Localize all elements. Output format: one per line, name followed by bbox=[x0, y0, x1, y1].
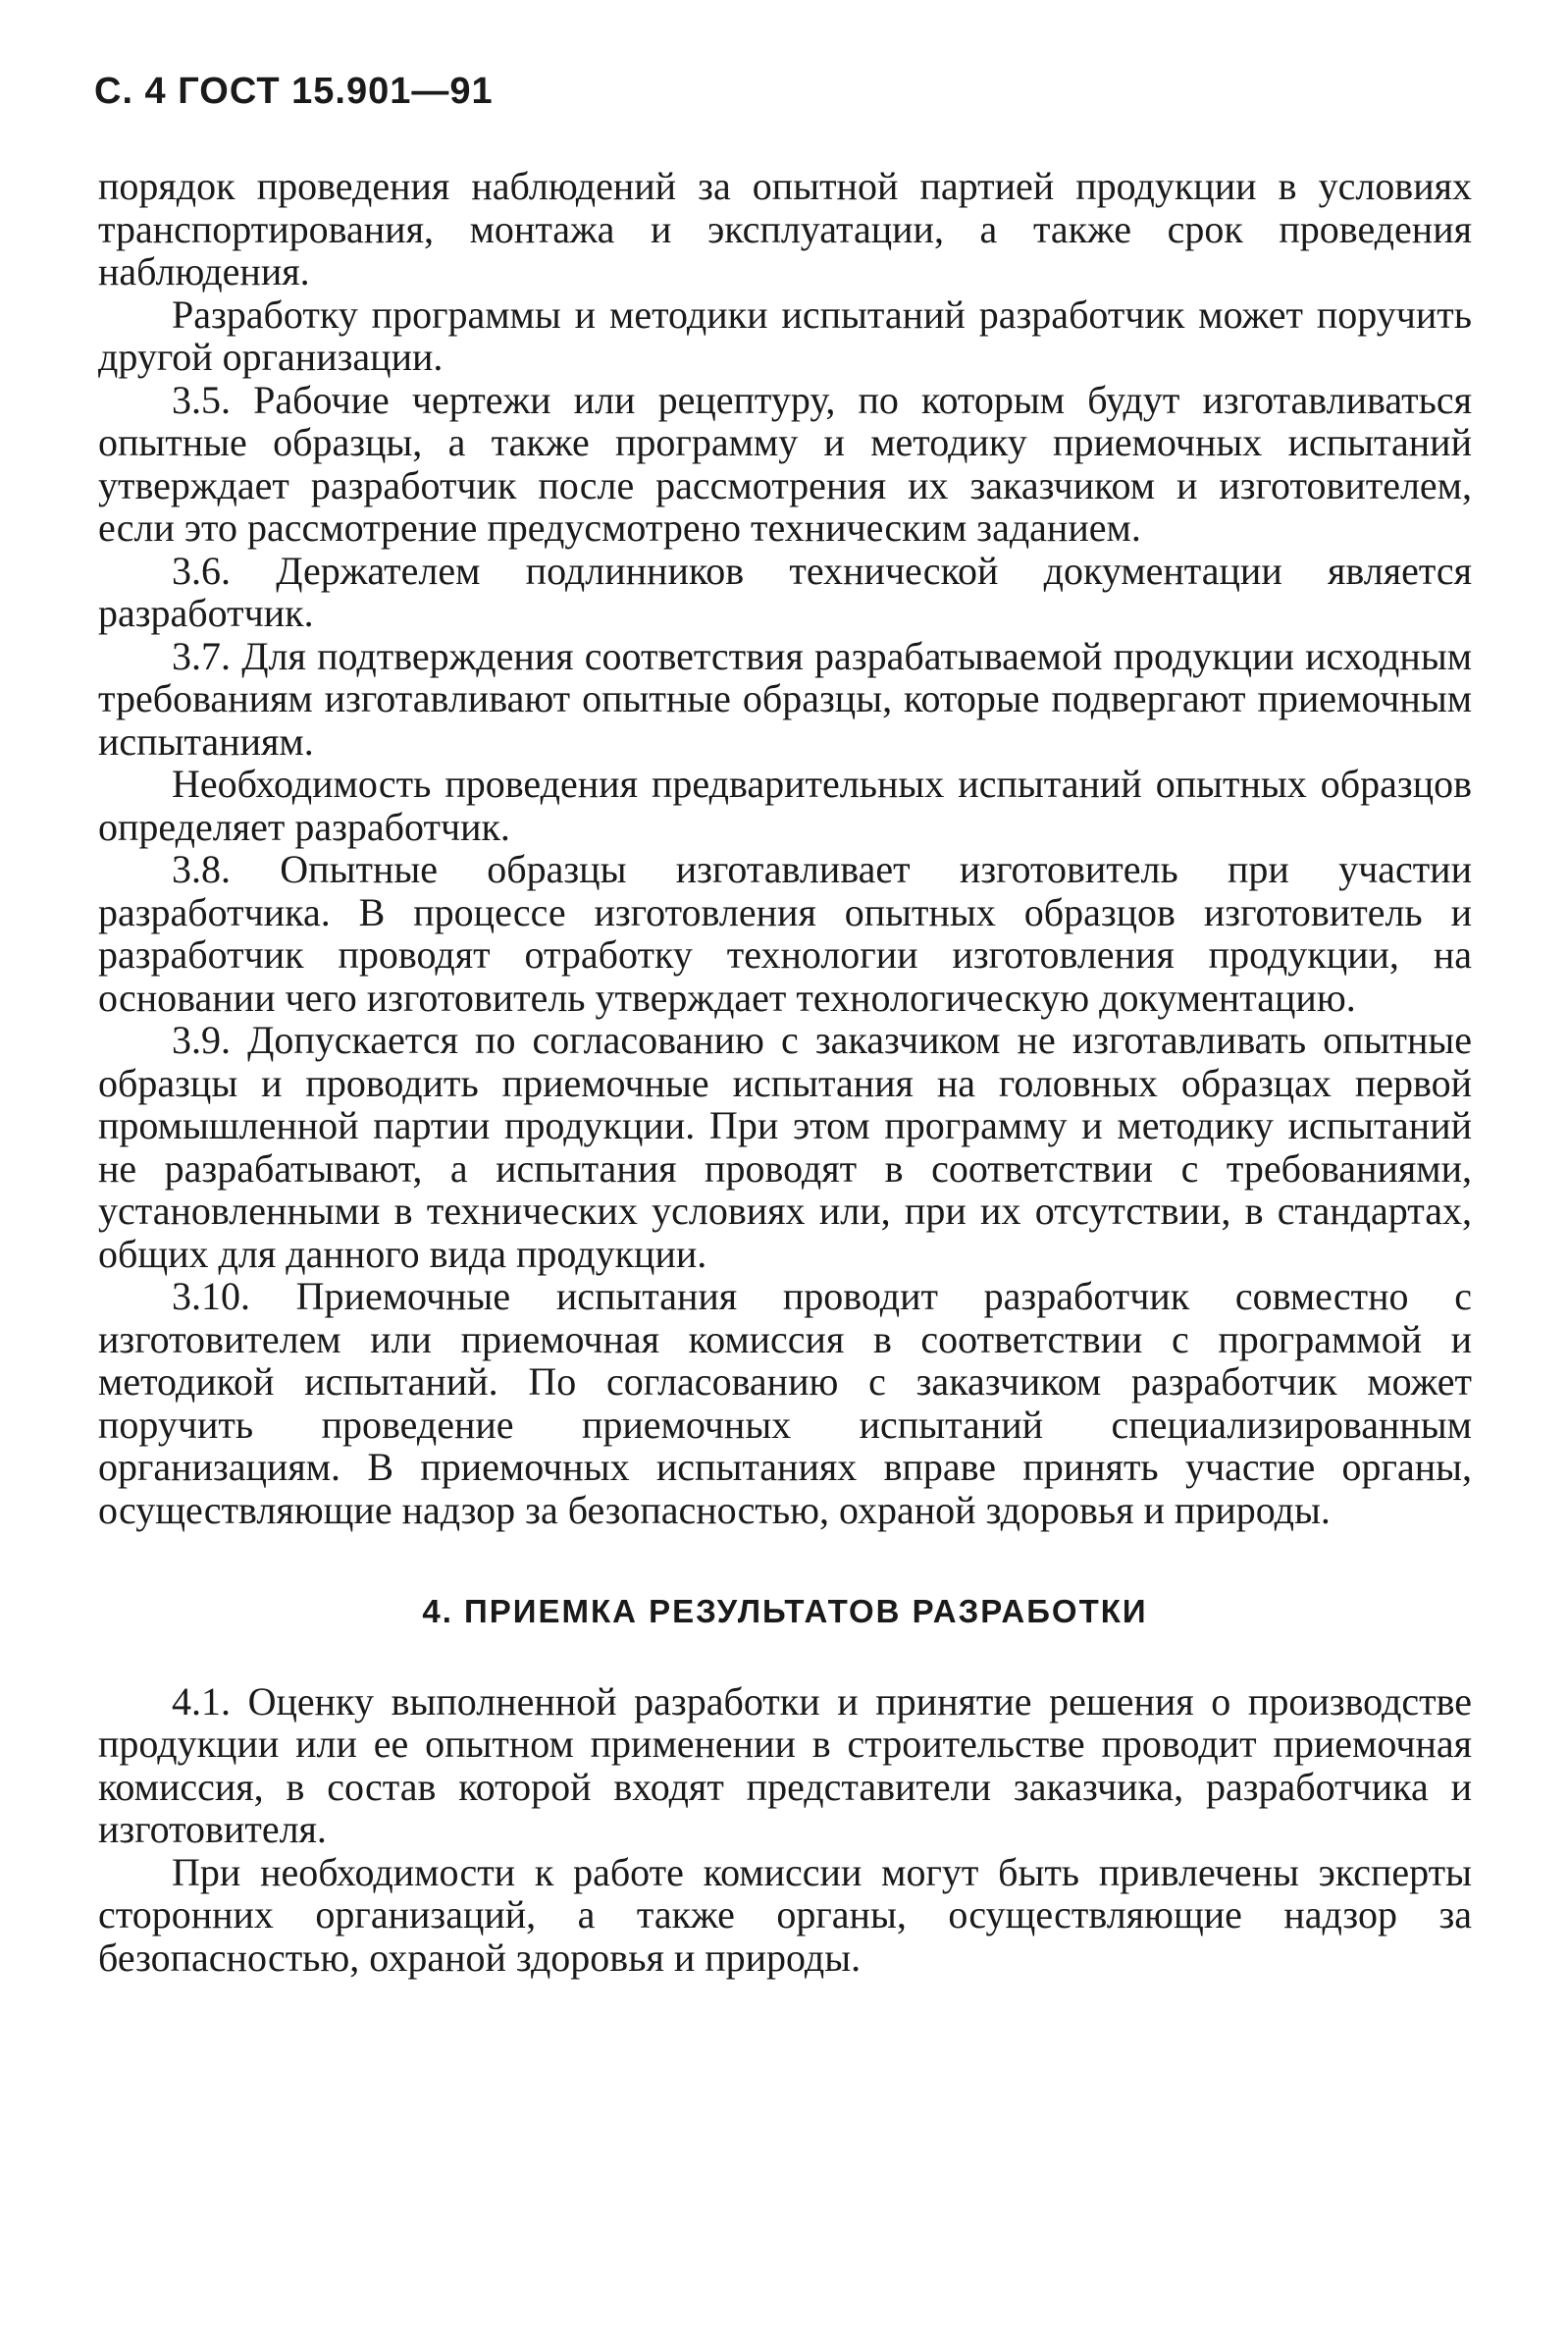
paragraph-program-delegation: Разработку программы и методики испытаний разработчик может поручить другой организации. bbox=[98, 292, 1472, 379]
paragraph-4-1: 4.1. Оценку выполненной разработки и принятие решения о производстве продукции или ее опытном применении в строительстве проводит приемочная комиссия, в состав которой входят представители заказчика, разработчика и изготовителя. bbox=[98, 1678, 1472, 1851]
document-body bbox=[98, 165, 1472, 1979]
paragraph-3-7: 3.7. Для подтверждения соответствия разрабатываемой продукции исходным требованиям изготавливают опытные образцы, которые подвергают приемочным испытаниям. bbox=[98, 633, 1472, 764]
paragraph-3-9: 3.9. Допускается по согласованию с заказчиком не изготавливать опытные образцы и проводить приемочные испытания на головных образцах первой промышленной партии продукции. При этом программу и методику испытаний не разрабатывают, а испытания проводят в соответствии с требованиями, установленными в технических условиях или, при их отсутствии, в стандартах, общих для данного вида продукции. bbox=[98, 1018, 1472, 1276]
paragraph-experts: При необходимости к работе комиссии могут быть привлечены эксперты сторонних организаций, а также органы, осуществляющие надзор за безопасностью, охраной здоровья и природы. bbox=[98, 1849, 1472, 1980]
paragraph-3-6: 3.6. Держателем подлинников технической документации является разработчик. bbox=[98, 548, 1472, 635]
paragraph-3-5: 3.5. Рабочие чертежи или рецептуру, по которым будут изготавливаться опытные образцы, а также программу и методику приемочных испытаний утверждает разработчик после рассмотрения их заказчиком и изготовителем, если это рассмотрение предусмотрено техническим заданием. bbox=[98, 377, 1472, 550]
paragraph-continuation: порядок проведения наблюдений за опытной партией продукции в условиях транспортирования, монтажа и эксплуатации, а также срок проведения наблюдения. bbox=[98, 164, 1472, 293]
paragraph-3-10: 3.10. Приемочные испытания проводит разработчик совместно с изготовителем или приемочная комиссия в соответствии с программой и методикой испытаний. По согласованию с заказчиком разработчик может поручить проведение приемочных испытаний специализированным организациям. В приемочных испытаниях вправе принять участие органы, осуществляющие надзор за безопасностью, охраной здоровья и природы. bbox=[98, 1274, 1472, 1532]
page-header: С. 4 ГОСТ 15.901—91 bbox=[94, 71, 494, 112]
section-heading: 4. ПРИЕМКА РЕЗУЛЬТАТОВ РАЗРАБОТКИ bbox=[422, 1593, 1148, 1629]
paragraph-preliminary-tests: Необходимость проведения предварительных испытаний опытных образцов определяет разработчик. bbox=[98, 762, 1472, 849]
paragraph-3-8: 3.8. Опытные образцы изготавливает изготовитель при участии разработчика. В процессе изготовления опытных образцов изготовитель и разработчик проводят отработку технологии изготовления продукции, на основании чего изготовитель утверждает технологическую документацию. bbox=[98, 847, 1472, 1020]
